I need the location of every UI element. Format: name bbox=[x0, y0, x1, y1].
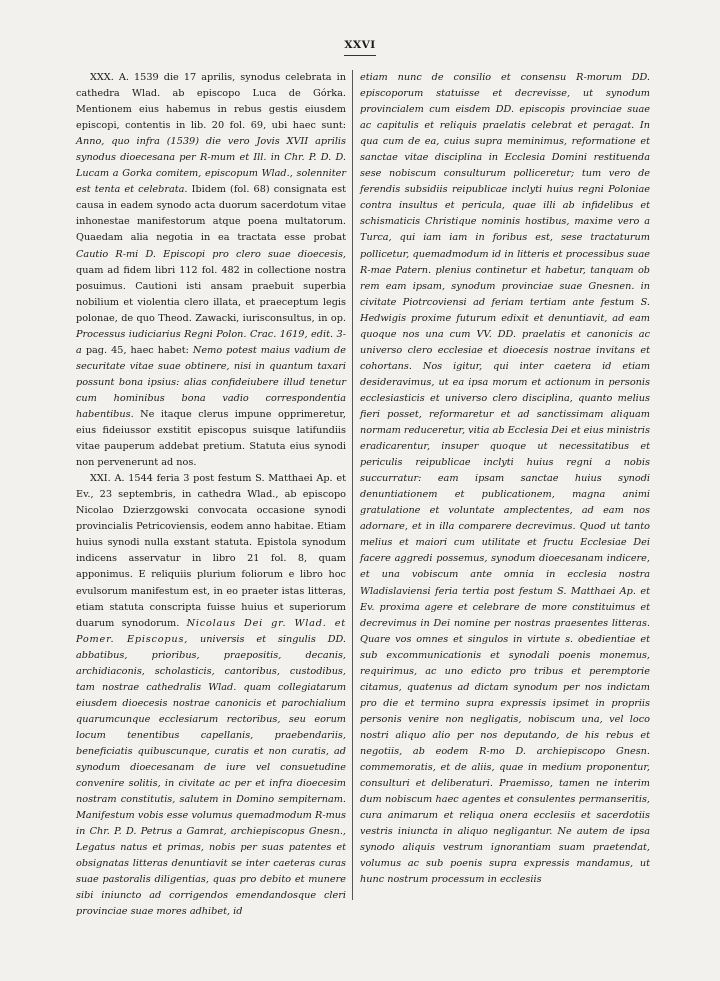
page-number: XXVI bbox=[344, 39, 376, 51]
xxx-ibidem: Ibidem (fol. 68) consignata est causa in eadem synodo acta duorum sacerdotum vitae inhonestae manifestorum atque poena multatorum. Quaedam alia negotia in ea tractata esse probat bbox=[76, 184, 346, 244]
xxx-nemo-quote: Nemo potest maius vadium de securitate vitae suae obtinere, nisi in quantum taxari possunt bona ipsius: alias confideiubere illud tenetur cum hominibus bona vadio correspondentia habentibus. bbox=[76, 344, 346, 420]
left-column bbox=[76, 70, 346, 920]
xxx-cautio-title: Cautio R-mi D. Episcopi pro clero suae dioecesis, bbox=[76, 248, 346, 260]
xxx-intro: XXX. A. 1539 die 17 aprilis, synodus celebrata in cathedra Wlad. ab episcopo Luca de Górka. Mentionem eius habemus in rebus gestis eiusdem episcopi, contentis in lib. 20 fol. 69, ubi haec sunt: bbox=[76, 72, 346, 132]
xxx-quote-anno: Anno, quo infra (1539) die vero Jovis XVII aprilis synodus dioecesana per R-mum et Ill. in Chr. P. D. D. Lucam a Gorka comitem, episcopum Wlad., solenniter est tenta et celebrata. bbox=[76, 136, 346, 196]
header-rule bbox=[344, 55, 376, 56]
xxi-nicolaus: Nicolaus Dei gr. Wlad. et Pomer. Episcopus, bbox=[76, 617, 346, 645]
xxi-letter-start: universis et singulis DD. abbatibus, prioribus, praepositis, decanis, archidiaconis, scholasticis, cantoribus, custodibus, tam nostrae cathedralis Wlad. quam collegiatarum eiusdem dioecesis nostrae canonicis et parochialium quarumcunque ecclesiarum rectoribus, seu eorum locum tenentibus capellanis, praebendariis, beneficiatis quibuscunque, curatis et non curatis, ad synodum dioecesanam de iure vel consuetudine convenire solitis, in civitate ac per et infra dioecesim nostram constitutis, salutem in Domino sempiternam. Manifestum vobis esse volumus quemadmodum R-mus in Chr. P. D. Petrus a Gamrat, archiepiscopus Gnesn., Legatus natus et primas, nobis per suas patentes et obsignatas litteras denuntiavit se inter caeteras curas suae pastoralis diligentias, quas pro debito et munere sibi iniuncto ad corrigendos emendandosque cleri provinciae suae mores adhibet, id bbox=[76, 633, 346, 918]
letter-continuation: etiam nunc de consilio et consensu R-morum DD. episcoporum statuisse et decrevisse, ut synodum provincialem cum eisdem DD. episcopis provinciae suae ac capitulis et reliquis praelatis celebrat et peragat. In qua cum de ea, cuius supra meminimus, reformatione et sanctae vitae disciplina in Ecclesia Domini restituenda sese nobiscum consulturum polliceretur; tum vero de ferendis subsidiis reipublicae inclyti huius regni Poloniae contra insultus et pericula, quae illi ab infidelibus et schismaticis Christique nominis hostibus, maxime vero a Turca, qui iam iam in foribus est, sese tractaturum pollicetur, quemadmodum id in litteris et processibus suae R-mae Patern. plenius continetur et habetur, tanquam ob rem eam ipsam, synodum provinciae suae Gnesnen. in civitate Piotrcoviensi ad feriam tertiam ante festum S. Hedwigis proxime futurum edixit et denuntiavit, ad eam quoque nos una cum VV. DD. praelatis et canonicis ac universo clero ecclesiae et dioecesis nostrae invitans et cohortans. Nos igitur, qui inter caetera id etiam desideravimus, ut ea ipsa morum et actionum in personis ecclesiasticis et universo clero disciplina, quanto melius fieri posset, reformaretur et ad sanctissimam aliquam normam reduceretur, vitia ab Ecclesia Dei et eius ministris eradicarentur, insuper quoque ut necessitatibus et periculis reipublicae inclyti huius regni a nobis succurratur: eam ipsam sanctae huius synodi denuntiationem et publicationem, magna animi gratulatione et voluntate amplectentes, ad eam nos adornare, et in illa comparere decrevimus. Quod ut tanto melius et maiori cum utilitate et fructu Ecclesiae Dei facere aggredi possemus, synodum dioecesanam indicere, et una vobiscum ante omnia in ecclesia nostra Wladislaviensi feria tertia post festum S. Matthaei Ap. et Ev. proxima agere et celebrare de more constituimus et decrevimus in Dei nomine per nostras praesentes litteras. Quare vos omnes et singulos in virtute s. obedientiae et sub excommunicationis et synodali poenis monemus, requirimus, ac uno edicto pro tribus et peremptorie citamus, quatenus ad dictam synodum per nos indictam pro die et termino supra expressis ipsimet in propriis personis venire non negligatis, nobiscum una, vel loco nostri aliquo alio per nos deputando, de his rebus et negotiis, ab eodem R-mo D. archiepiscopo Gnesn. commemoratis, et de aliis, quae in medium proponentur, consulturi et deliberaturi. Praemisso, tamen ne interim dum nobiscum haec agentes et consulentes permanseritis, cura animarum et reliqua onera ecclesiis et sacerdotiis vestris iniuncta in aliquo negligantur. Ne autem de ipsa synodo aliquis vestrum ignorantiam suam praetendat, volumus ac sub poenis supra expressis mandamus, ut hunc nostrum processum in ecclesiis bbox=[360, 72, 650, 886]
paragraph-xxi bbox=[76, 471, 346, 920]
column-divider bbox=[352, 70, 353, 900]
paragraph-xxx bbox=[76, 70, 346, 471]
right-column bbox=[360, 70, 650, 888]
xxx-processus-title: Processus iudiciarius Regni Polon. Crac. 1619, edit. 3-a bbox=[76, 328, 346, 356]
xxx-conclusion: Ne itaque clerus impune opprimeretur, eius fideiussor exstitit episcopus suisque latifundiis vitae pauperum addebat pretium. Statuta eius synodi non pervenerunt ad nos. bbox=[76, 408, 346, 469]
xxx-pag: pag. 45, haec habet: bbox=[85, 344, 189, 356]
xxi-intro: XXI. A. 1544 feria 3 post festum S. Matthaei Ap. et Ev., 23 septembris, in cathedra Wlad., ab episcopo Nicolao Dzierzgowski convocata occasione synodi provincialis Petricoviensis, eodem anno habitae. Etiam huius synodi nulla exstant statuta. Epistola synodum indicens asservatur in libro 21 fol. 8, quam apponimus. E reliquiis plurium foliorum e libro hoc evulsorum manifestum est, in eo praeter istas litteras, etiam statuta conscripta fuisse huius et superiorum duarum synodorum. bbox=[76, 473, 346, 629]
xxx-cautio-text: quam ad fidem libri 112 fol. 482 in collectione nostra posuimus. Cautioni isti ansam praebuit superbia nobilium et violentia clero illata, et praeceptum legis polonae, de quo Theod. Zawacki, iurisconsultus, in op. bbox=[76, 264, 346, 324]
